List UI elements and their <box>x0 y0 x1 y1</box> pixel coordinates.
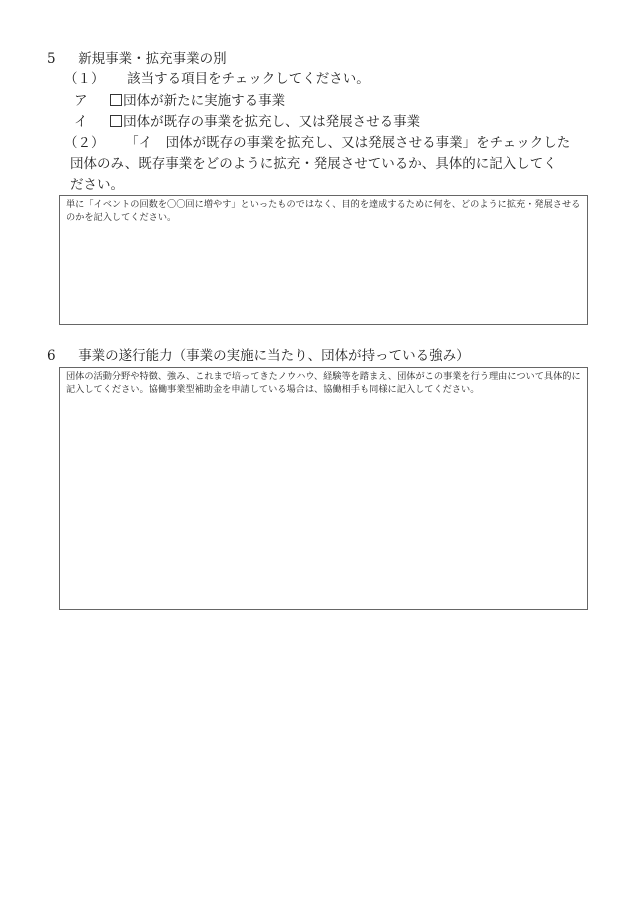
option-a-checkbox[interactable] <box>110 94 122 106</box>
option-i-text: 団体が既存の事業を拡充し、又は発展させる事業 <box>123 114 421 130</box>
section-5-number: 5 <box>47 51 56 67</box>
question-1 <box>64 70 370 88</box>
option-a <box>74 92 285 110</box>
option-a-marker: ア <box>74 93 88 109</box>
expansion-box-instruction: 単に「イベントの回数を〇〇回に増やす」といったものではなく、目的を達成するために何を、どのように拡充・発展させるのかを記入してください。 <box>66 199 581 223</box>
section-5-heading <box>47 50 227 68</box>
question-1-text: 該当する項目をチェックしてください。 <box>127 71 370 87</box>
capability-box-instruction: 団体の活動分野や特徴、強み、これまで培ってきたノウハウ、経験等を踏まえ、団体がこの事業を行う理由について具体的に記入してください。協働事業型補助金を申請している場合は、協働相手も同様に記入してください。 <box>66 371 581 395</box>
option-a-text: 団体が新たに実施する事業 <box>123 93 286 109</box>
option-i-checkbox[interactable] <box>110 115 122 127</box>
expansion-description-box[interactable] <box>59 195 588 325</box>
question-2-text-3: ださい。 <box>70 177 124 193</box>
question-2-label: （２） <box>64 135 105 151</box>
question-1-label: （１） <box>64 71 105 87</box>
question-2-text-2: 団体のみ、既存事業をどのように拡充・発展させているか、具体的に記入してく <box>70 156 557 172</box>
question-2-text-1: 「イ 団体が既存の事業を拡充し、又は発展させる事業」をチェックした <box>125 135 571 151</box>
section-6-heading <box>47 347 470 365</box>
option-i-marker: イ <box>74 114 88 130</box>
section-6-number: 6 <box>47 348 56 364</box>
option-i <box>74 113 420 131</box>
section-6-title: 事業の遂行能力（事業の実施に当たり、団体が持っている強み） <box>78 348 470 364</box>
section-5-title: 新規事業・拡充事業の別 <box>78 51 227 67</box>
question-2-line1 <box>64 134 570 152</box>
capability-description-box[interactable] <box>59 367 588 610</box>
